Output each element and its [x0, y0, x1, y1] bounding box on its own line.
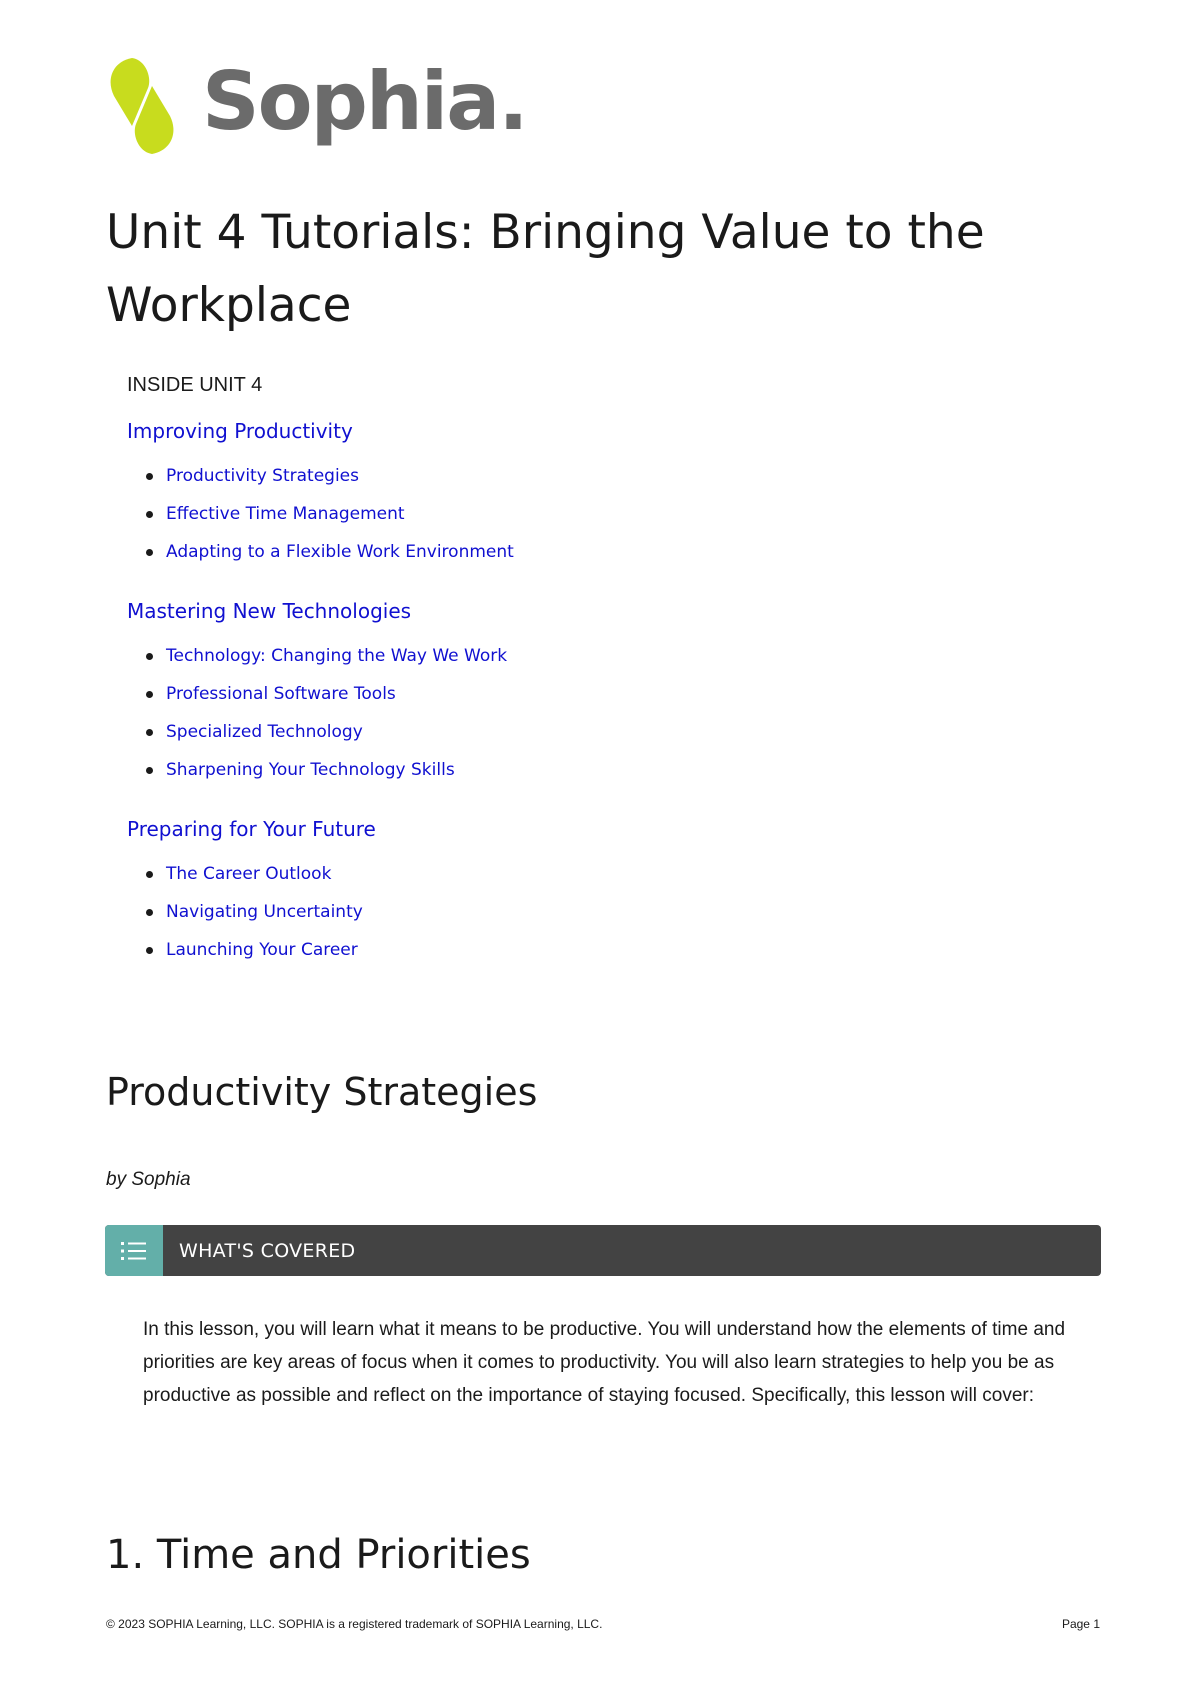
toc-list-item: [127, 718, 927, 756]
bullet-icon: [146, 947, 153, 954]
toc-item-link[interactable]: Productivity Strategies: [166, 466, 360, 486]
inside-unit-label: INSIDE UNIT 4: [127, 374, 263, 396]
toc-list-item: [127, 898, 927, 936]
whats-covered-banner: [105, 1225, 1101, 1276]
toc-list: [127, 860, 927, 974]
lesson-title: Productivity Strategies: [106, 1070, 538, 1114]
lesson-byline: by Sophia: [106, 1169, 191, 1190]
section-title: 1. Time and Priorities: [106, 1532, 531, 1578]
bullet-icon: [146, 729, 153, 736]
toc-item-link[interactable]: Sharpening Your Technology Skills: [166, 760, 455, 780]
footer-page-number: Page 1: [1061, 1617, 1100, 1631]
unit-table-of-contents: [127, 416, 927, 994]
toc-list: [127, 642, 927, 794]
toc-heading-link[interactable]: Preparing for Your Future: [127, 817, 376, 841]
toc-section-preparing-for-your-future: [127, 814, 927, 974]
toc-heading-link[interactable]: Mastering New Technologies: [127, 599, 412, 623]
toc-item-link[interactable]: Specialized Technology: [166, 722, 363, 742]
bullet-icon: [146, 691, 153, 698]
toc-section-mastering-new-technologies: [127, 596, 927, 794]
footer-copyright: © 2023 SOPHIA Learning, LLC. SOPHIA is a registered trademark of SOPHIA Learning, LLC.: [106, 1617, 603, 1631]
toc-list-item: [127, 500, 927, 538]
toc-item-link[interactable]: Technology: Changing the Way We Work: [166, 646, 508, 666]
toc-item-link[interactable]: Effective Time Management: [166, 504, 405, 524]
bullet-icon: [146, 653, 153, 660]
whats-covered-body: In this lesson, you will learn what it means to be productive. You will understand how the elements of time and priorities are key areas of focus when it comes to productivity. You will also learn strategies to help you be as productive as possible and reflect on the importance of staying focused. Specifically, this lesson will cover:: [143, 1319, 1066, 1406]
toc-list: [127, 462, 927, 576]
toc-list-item: [127, 462, 927, 500]
whats-covered-icon-box: [105, 1225, 163, 1276]
bullet-icon: [146, 909, 153, 916]
logo-wordmark: Sophia.: [202, 55, 527, 148]
toc-list-item: [127, 756, 927, 794]
toc-list-item: [127, 680, 927, 718]
toc-item-link[interactable]: Professional Software Tools: [166, 684, 396, 704]
bullet-icon: [146, 871, 153, 878]
list-icon: [120, 1239, 148, 1263]
toc-heading-link[interactable]: Improving Productivity: [127, 419, 353, 443]
toc-item-link[interactable]: Adapting to a Flexible Work Environment: [166, 542, 514, 562]
toc-item-link[interactable]: Launching Your Career: [166, 940, 358, 960]
bullet-icon: [146, 511, 153, 518]
toc-list-item: [127, 642, 927, 680]
bullet-icon: [146, 767, 153, 774]
bullet-icon: [146, 473, 153, 480]
unit-title: Unit 4 Tutorials: Bringing Value to the Workplace: [106, 205, 985, 333]
toc-item-link[interactable]: Navigating Uncertainty: [166, 902, 363, 922]
toc-item-link[interactable]: The Career Outlook: [166, 864, 332, 884]
whats-covered-label: WHAT'S COVERED: [179, 1239, 356, 1262]
toc-list-item: [127, 538, 927, 576]
sophia-logo-icon: [104, 54, 180, 158]
toc-list-item: [127, 936, 927, 974]
toc-section-improving-productivity: [127, 416, 927, 576]
toc-list-item: [127, 860, 927, 898]
sophia-logo: [104, 54, 527, 158]
bullet-icon: [146, 549, 153, 556]
